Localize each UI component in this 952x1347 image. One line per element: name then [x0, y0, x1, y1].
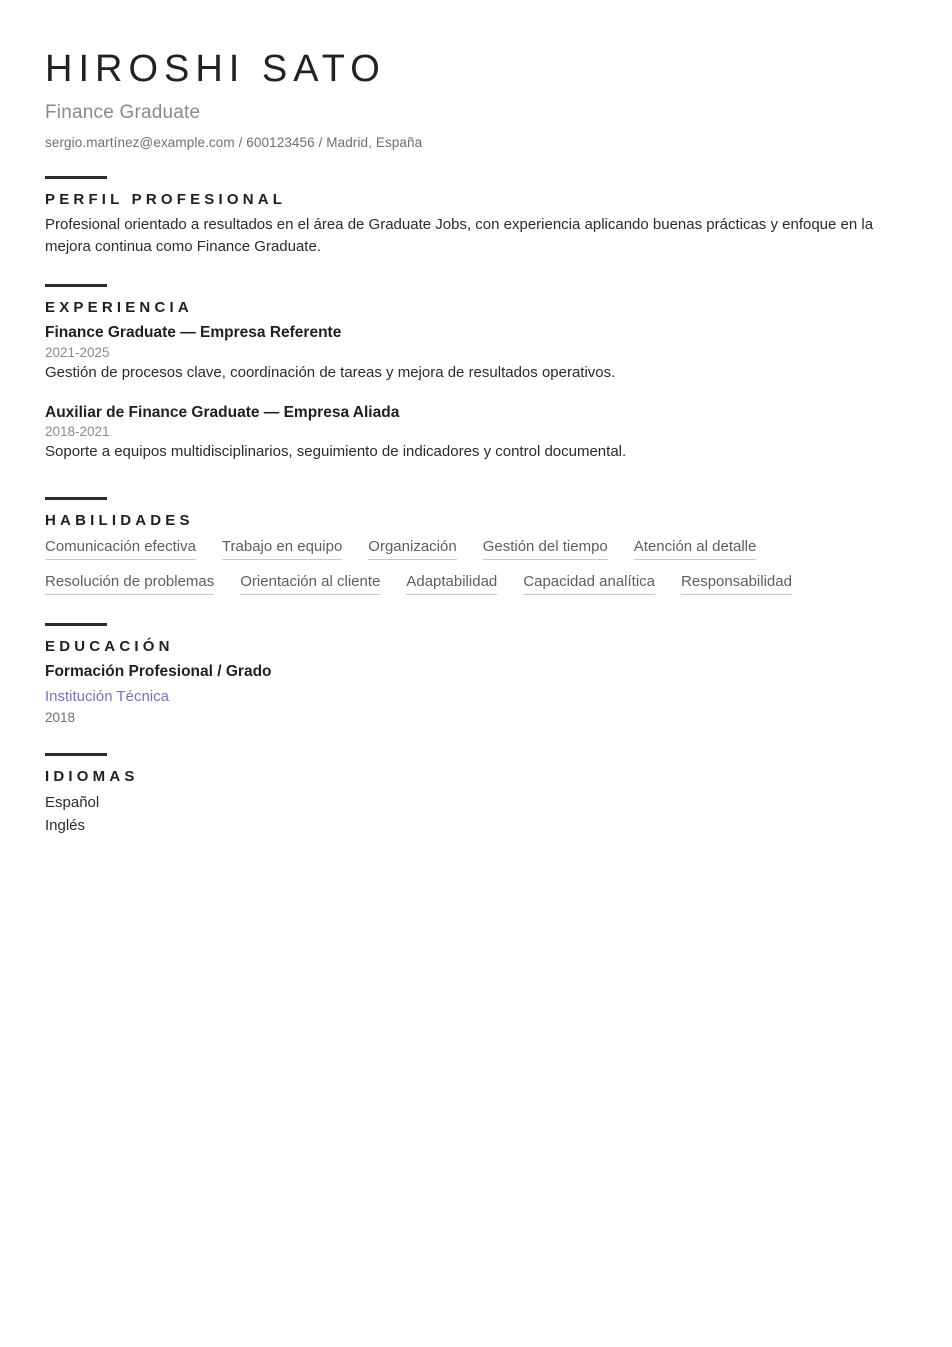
skill-item: Orientación al cliente: [240, 570, 380, 595]
experience-dates: 2018-2021: [45, 424, 110, 440]
section-divider: [45, 497, 107, 500]
job-role-subtitle: Finance Graduate: [45, 101, 201, 123]
education-institution: Institución Técnica: [45, 687, 169, 705]
section-divider: [45, 176, 107, 179]
section-languages: [45, 753, 907, 838]
section-title-education: EDUCACIÓN: [45, 638, 174, 656]
section-skills: [45, 497, 907, 606]
section-divider: [45, 753, 107, 756]
section-title-skills: HABILIDADES: [45, 511, 194, 529]
skill-item: Resolución de problemas: [45, 570, 214, 595]
experience-item: [45, 322, 907, 383]
language-item: Inglés: [45, 817, 86, 835]
language-item: Español: [45, 793, 100, 811]
skill-item: Atención al detalle: [634, 535, 757, 560]
skill-item: Comunicación efectiva: [45, 535, 196, 560]
page-title: HIROSHI SATO: [45, 48, 386, 90]
section-divider: [45, 284, 107, 287]
experience-item: [45, 402, 907, 463]
experience-description: Gestión de procesos clave, coordinación de tareas y mejora de resultados operativos.: [45, 363, 616, 381]
section-education: [45, 623, 907, 724]
skill-item: Gestión del tiempo: [483, 535, 608, 560]
education-year: 2018: [45, 709, 76, 725]
section-divider: [45, 623, 107, 626]
skill-item: Adaptabilidad: [406, 570, 497, 595]
experience-dates: 2021-2025: [45, 344, 110, 360]
experience-title: Auxiliar de Finance Graduate — Empresa Aliada: [45, 403, 400, 421]
skills-list: [45, 535, 907, 606]
section-title-profile: PERFIL PROFESIONAL: [45, 190, 287, 208]
contact-line: sergio.martínez@example.com / 600123456 / Madrid, España: [45, 134, 423, 150]
section-experience: [45, 284, 907, 463]
section-title-languages: IDIOMAS: [45, 767, 139, 785]
education-degree: Formación Profesional / Grado: [45, 663, 272, 681]
experience-title: Finance Graduate — Empresa Referente: [45, 324, 342, 342]
skill-item: Capacidad analítica: [523, 570, 655, 595]
section-title-experience: EXPERIENCIA: [45, 299, 193, 317]
section-profile: [45, 176, 907, 258]
experience-description: Soporte a equipos multidisciplinarios, seguimiento de indicadores y control documental.: [45, 443, 627, 461]
skill-item: Trabajo en equipo: [222, 535, 342, 560]
skill-item: Responsabilidad: [681, 570, 792, 595]
resume-header: [45, 48, 907, 150]
profile-text: Profesional orientado a resultados en el área de Graduate Jobs, con experiencia aplicando buenas prácticas y enfoque en la mejora continua como Finance Graduate.: [45, 215, 874, 255]
skill-item: Organización: [368, 535, 456, 560]
